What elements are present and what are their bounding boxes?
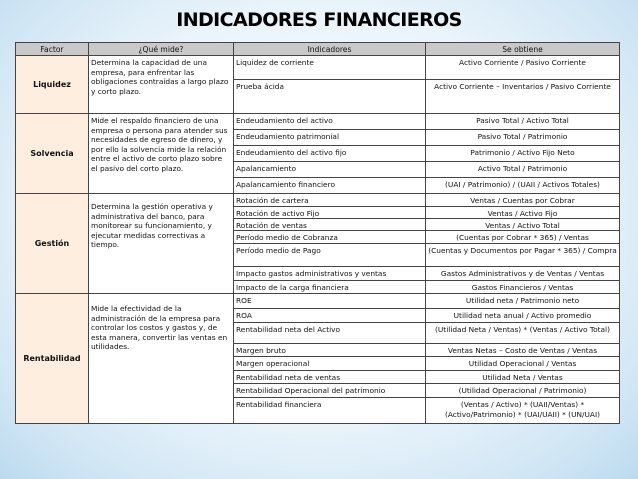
indicator-cell: Endeudamiento del activo fijo — [234, 146, 426, 162]
formula-cell: Activo Total / Patrimonio — [426, 162, 620, 178]
formula-cell: Gastos Administrativos y de Ventas / Ventas — [426, 267, 620, 281]
formula-cell: (UAI / Patrimonio) / (UAII / Activos Totales) — [426, 178, 620, 194]
formula-cell: Ventas Netas – Costo de Ventas / Ventas — [426, 344, 620, 357]
indicators-table — [15, 42, 620, 424]
formula-cell: (Ventas / Activo) * (UAII/Ventas) * (Activo/Patrimonio) * (UAI/UAII) * (UN/UAI) — [426, 398, 620, 424]
formula-cell: Activo Corriente – Inventarios / Pasivo Corriente — [426, 80, 620, 114]
table-row — [16, 294, 620, 309]
indicator-cell: ROE — [234, 294, 426, 309]
formula-cell: Activo Corriente / Pasivo Corriente — [426, 56, 620, 80]
table-header-row — [16, 43, 620, 56]
formula-cell: Ventas / Activo Total — [426, 219, 620, 231]
formula-cell: (Cuentas y Documentos por Pagar * 365) / Compra — [426, 244, 620, 267]
formula-cell: Ventas / Activo Fijo — [426, 207, 620, 219]
indicator-cell: Rentabilidad neta de ventas — [234, 371, 426, 384]
table-row — [16, 114, 620, 130]
indicator-cell: Rentabilidad financiera — [234, 398, 426, 424]
indicator-cell: Período medio de Pago — [234, 244, 426, 267]
indicator-cell: Rentabilidad Operacional del patrimonio — [234, 384, 426, 398]
indicator-cell: Margen bruto — [234, 344, 426, 357]
factor-gestion: Gestión — [16, 194, 89, 294]
formula-cell: Utilidad neta anual / Activo promedio — [426, 309, 620, 323]
indicator-cell: Período medio de Cobranza — [234, 231, 426, 244]
formula-cell: Utilidad neta / Patrimonio neto — [426, 294, 620, 309]
formula-cell: Utilidad Operacional / Ventas — [426, 357, 620, 371]
formula-cell: Ventas / Cuentas por Cobrar — [426, 194, 620, 207]
header-indicadores: Indicadores — [234, 43, 426, 56]
table-row — [16, 194, 620, 207]
indicator-cell: Liquidez de corriente — [234, 56, 426, 80]
indicator-cell: Apalancamiento — [234, 162, 426, 178]
indicator-cell: ROA — [234, 309, 426, 323]
formula-cell: (Cuentas por Cobrar * 365) / Ventas — [426, 231, 620, 244]
indicator-cell: Rotación de cartera — [234, 194, 426, 207]
desc-rentabilidad: Mide la efectividad de la administración de la empresa para controlar los costos y gastos y, de esta manera, convertir las ventas en utilidades. — [89, 294, 234, 424]
indicator-cell: Rentabilidad neta del Activo — [234, 323, 426, 344]
factor-liquidez: Liquidez — [16, 56, 89, 114]
indicator-cell: Endeudamiento del activo — [234, 114, 426, 130]
indicator-cell: Endeudamiento patrimonial — [234, 130, 426, 146]
indicator-cell: Apalancamiento financiero — [234, 178, 426, 194]
indicator-cell: Rotación de activo Fijo — [234, 207, 426, 219]
desc-liquidez: Determina la capacidad de una empresa, para enfrentar las obligaciones contraídas a largo plazo y corto plazo. — [89, 56, 234, 114]
header-que-mide: ¿Qué mide? — [89, 43, 234, 56]
indicator-cell: Impacto gastos administrativos y ventas — [234, 267, 426, 281]
header-factor: Factor — [16, 43, 89, 56]
desc-solvencia: Mide el respaldo financiero de una empresa o persona para atender sus necesidades de egreso de dinero, y por ello la solvencia mide la relación entre el activo de corto plazo sobre el pasivo del corto plazo. — [89, 114, 234, 194]
formula-cell: Gastos Financieros / Ventas — [426, 281, 620, 294]
page-title: INDICADORES FINANCIEROS — [176, 9, 462, 31]
table-row — [16, 56, 620, 80]
formula-cell: Patrimonio / Activo Fijo Neto — [426, 146, 620, 162]
header-se-obtiene: Se obtiene — [426, 43, 620, 56]
indicator-cell: Rotación de ventas — [234, 219, 426, 231]
desc-gestion: Determina la gestión operativa y administrativa del banco, para monitorear su funcionamiento, y ejecutar medidas correctivas a tiempo. — [89, 194, 234, 294]
indicator-cell: Prueba ácida — [234, 80, 426, 114]
formula-cell: (Utilidad Neta / Ventas) * (Ventas / Activo Total) — [426, 323, 620, 344]
indicator-cell: Margen operacional — [234, 357, 426, 371]
factor-solvencia: Solvencia — [16, 114, 89, 194]
formula-cell: Pasivo Total / Activo Total — [426, 114, 620, 130]
formula-cell: Pasivo Total / Patrimonio — [426, 130, 620, 146]
formula-cell: (Utilidad Operacional / Patrimonio) — [426, 384, 620, 398]
formula-cell: Utilidad Neta / Ventas — [426, 371, 620, 384]
indicator-cell: Impacto de la carga financiera — [234, 281, 426, 294]
factor-rentabilidad: Rentabilidad — [16, 294, 89, 424]
